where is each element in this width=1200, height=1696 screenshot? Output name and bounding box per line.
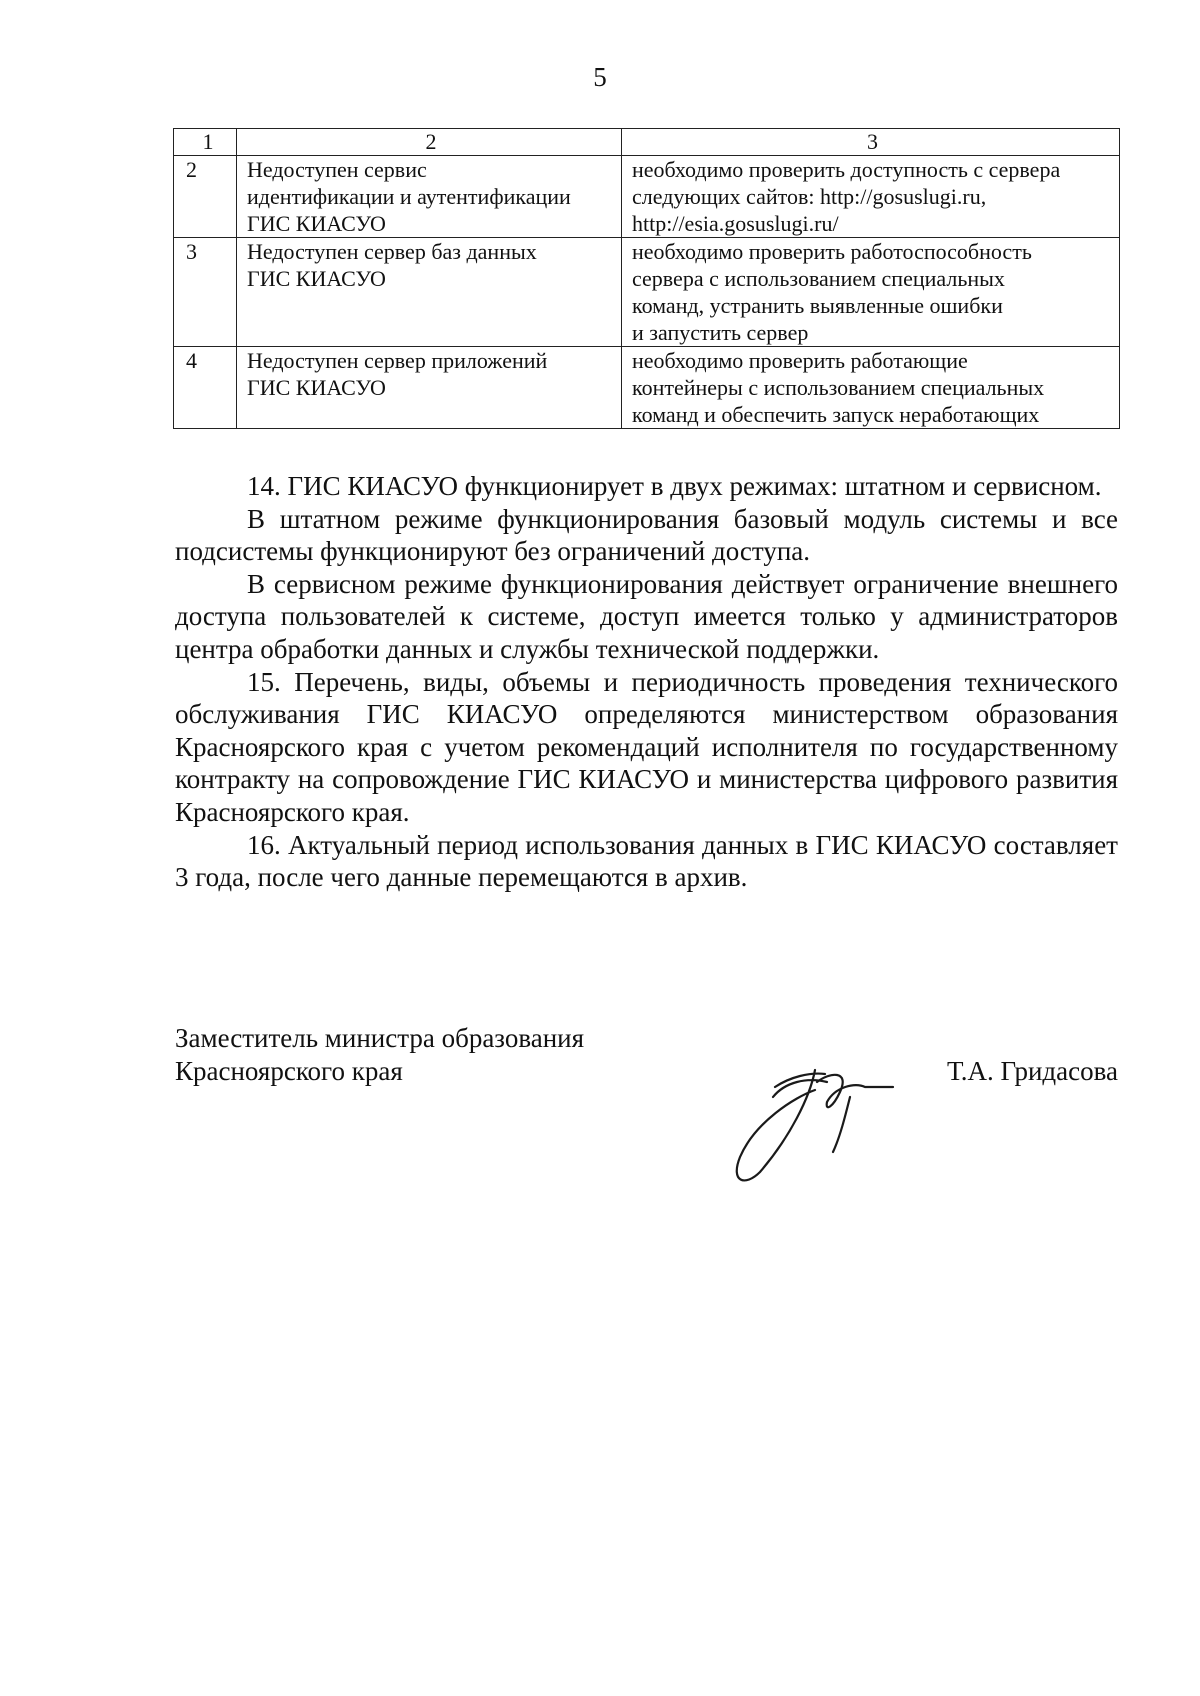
table-header-cell: 3: [622, 129, 1120, 156]
troubleshooting-table: [173, 128, 1120, 429]
paragraph-16: 16. Актуальный период использования данных в ГИС КИАСУО составляет 3 года, после чего данные перемещаются в архив.: [175, 829, 1118, 893]
problem-cell: Недоступен сервис идентификации и аутентификации ГИС КИАСУО: [237, 156, 622, 238]
signature-block: [175, 1022, 1118, 1088]
table-header-cell: 2: [237, 129, 622, 156]
row-number: 3: [174, 238, 237, 347]
page-number: 5: [593, 62, 607, 92]
paragraph-service-mode: В сервисном режиме функционирования действует ограничение внешнего доступа пользователей к системе, доступ имеется только у администраторов центра обработки данных и службы технической поддержки.: [175, 568, 1118, 664]
table-row: [174, 156, 1120, 238]
action-cell: необходимо проверить работающие контейнеры с использованием специальных команд и обеспечить запуск неработающих: [622, 347, 1120, 429]
paragraph-normal-mode: В штатном режиме функционирования базовый модуль системы и все подсистемы функционируют без ограничений доступа.: [175, 503, 1118, 567]
table-row: [174, 347, 1120, 429]
table-header-row: [174, 129, 1120, 156]
problem-cell: Недоступен сервер баз данных ГИС КИАСУО: [237, 238, 622, 347]
problem-cell: Недоступен сервер приложений ГИС КИАСУО: [237, 347, 622, 429]
action-cell: необходимо проверить работоспособность сервера с использованием специальных команд, устранить выявленные ошибки и запустить сервер: [622, 238, 1120, 347]
row-number: 4: [174, 347, 237, 429]
paragraph-14: 14. ГИС КИАСУО функционирует в двух режимах: штатном и сервисном.: [247, 471, 1102, 501]
action-cell: необходимо проверить доступность с сервера следующих сайтов: http://gosuslugi.ru, http://esia.gosuslugi.ru/: [622, 156, 1120, 238]
body-text: [175, 470, 1118, 894]
row-number: 2: [174, 156, 237, 238]
signatory-title: Заместитель министра образования Красноярского края: [175, 1023, 585, 1086]
paragraph-15: 15. Перечень, виды, объемы и периодичность проведения технического обслуживания ГИС КИАСУО определяются министерством образования Красноярского края с учетом рекомендаций исполнителя по государственному контракту на сопровождение ГИС КИАСУО и министерства цифрового развития Красноярского края.: [175, 666, 1118, 827]
handwritten-signature: [715, 1042, 895, 1192]
table-row: [174, 238, 1120, 347]
table-header-cell: 1: [174, 129, 237, 156]
signatory-name: Т.А. Гридасова: [947, 1056, 1118, 1086]
